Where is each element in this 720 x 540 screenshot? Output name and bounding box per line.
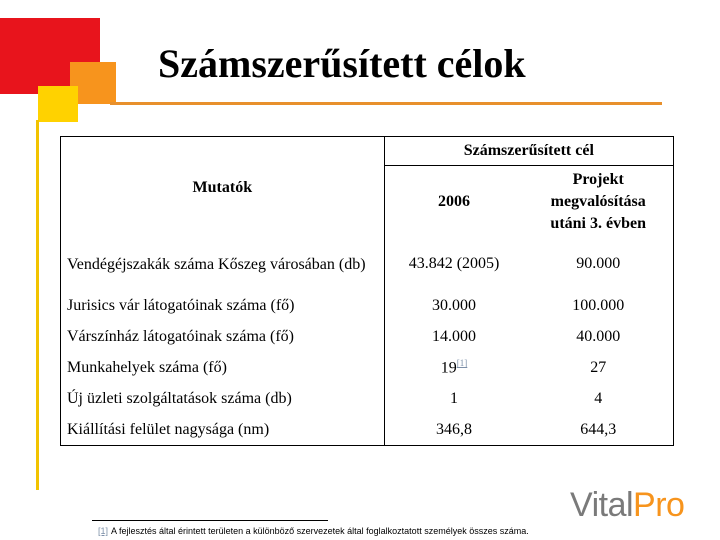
row-label: Vendégéjszakák száma Kőszeg városában (db) bbox=[67, 255, 366, 273]
vitalpro-logo bbox=[570, 486, 684, 525]
header-project-line: utáni 3. évben bbox=[550, 215, 646, 232]
footnote-mark[interactable]: [1] bbox=[98, 526, 109, 536]
row-label: Várszínház látogatóinak száma (fő) bbox=[67, 328, 295, 345]
value-project: 27 bbox=[590, 358, 607, 376]
footnote-text: A fejlesztés által érintett területen a különböző szervezetek által foglalkoztatott személyek összes száma. bbox=[111, 526, 529, 536]
table-row bbox=[61, 238, 674, 290]
value-2006: 14.000 bbox=[384, 321, 523, 352]
table-row bbox=[61, 321, 674, 352]
value-project: 644,3 bbox=[580, 420, 617, 438]
targets-table bbox=[60, 136, 674, 446]
value-project: 40.000 bbox=[576, 327, 621, 345]
header-project-line: megvalósítása bbox=[550, 193, 646, 210]
header-project-line: Projekt bbox=[572, 171, 624, 188]
table-row bbox=[61, 414, 674, 446]
footnote-link[interactable]: [1] bbox=[456, 357, 468, 368]
row-label: Kiállítási felület nagysága (nm) bbox=[67, 421, 270, 438]
table-row bbox=[61, 383, 674, 414]
header-target-group: Számszerűsített cél bbox=[384, 137, 673, 166]
row-label: Munkahelyek száma (fő) bbox=[67, 359, 227, 376]
header-project bbox=[523, 166, 673, 239]
table-row bbox=[61, 352, 674, 383]
value-2006: 346,8 bbox=[384, 414, 523, 446]
header-mutatok: Mutatók bbox=[192, 178, 253, 196]
footnote-divider bbox=[92, 520, 328, 521]
logo-part-pro: Pro bbox=[633, 486, 685, 524]
logo-part-vital: Vital bbox=[570, 486, 634, 524]
value-2006-number: 19 bbox=[440, 359, 457, 377]
decor-vertical-line bbox=[36, 120, 39, 490]
value-2006 bbox=[384, 352, 523, 383]
value-2006: 30.000 bbox=[384, 290, 523, 321]
title-underline bbox=[110, 102, 662, 105]
value-project: 90.000 bbox=[576, 255, 621, 272]
row-label: Új üzleti szolgáltatások száma (db) bbox=[67, 390, 292, 407]
row-label: Jurisics vár látogatóinak száma (fő) bbox=[67, 297, 295, 314]
table-row bbox=[61, 290, 674, 321]
footnote bbox=[98, 526, 529, 536]
value-2006: 43.842 (2005) bbox=[384, 238, 523, 290]
value-2006: 1 bbox=[384, 383, 523, 414]
decor-yellow-square bbox=[38, 86, 78, 122]
slide-title: Számszerűsített célok bbox=[158, 41, 526, 86]
value-project: 4 bbox=[594, 389, 603, 407]
header-year-2006: 2006 bbox=[384, 166, 523, 239]
value-project: 100.000 bbox=[572, 296, 625, 314]
